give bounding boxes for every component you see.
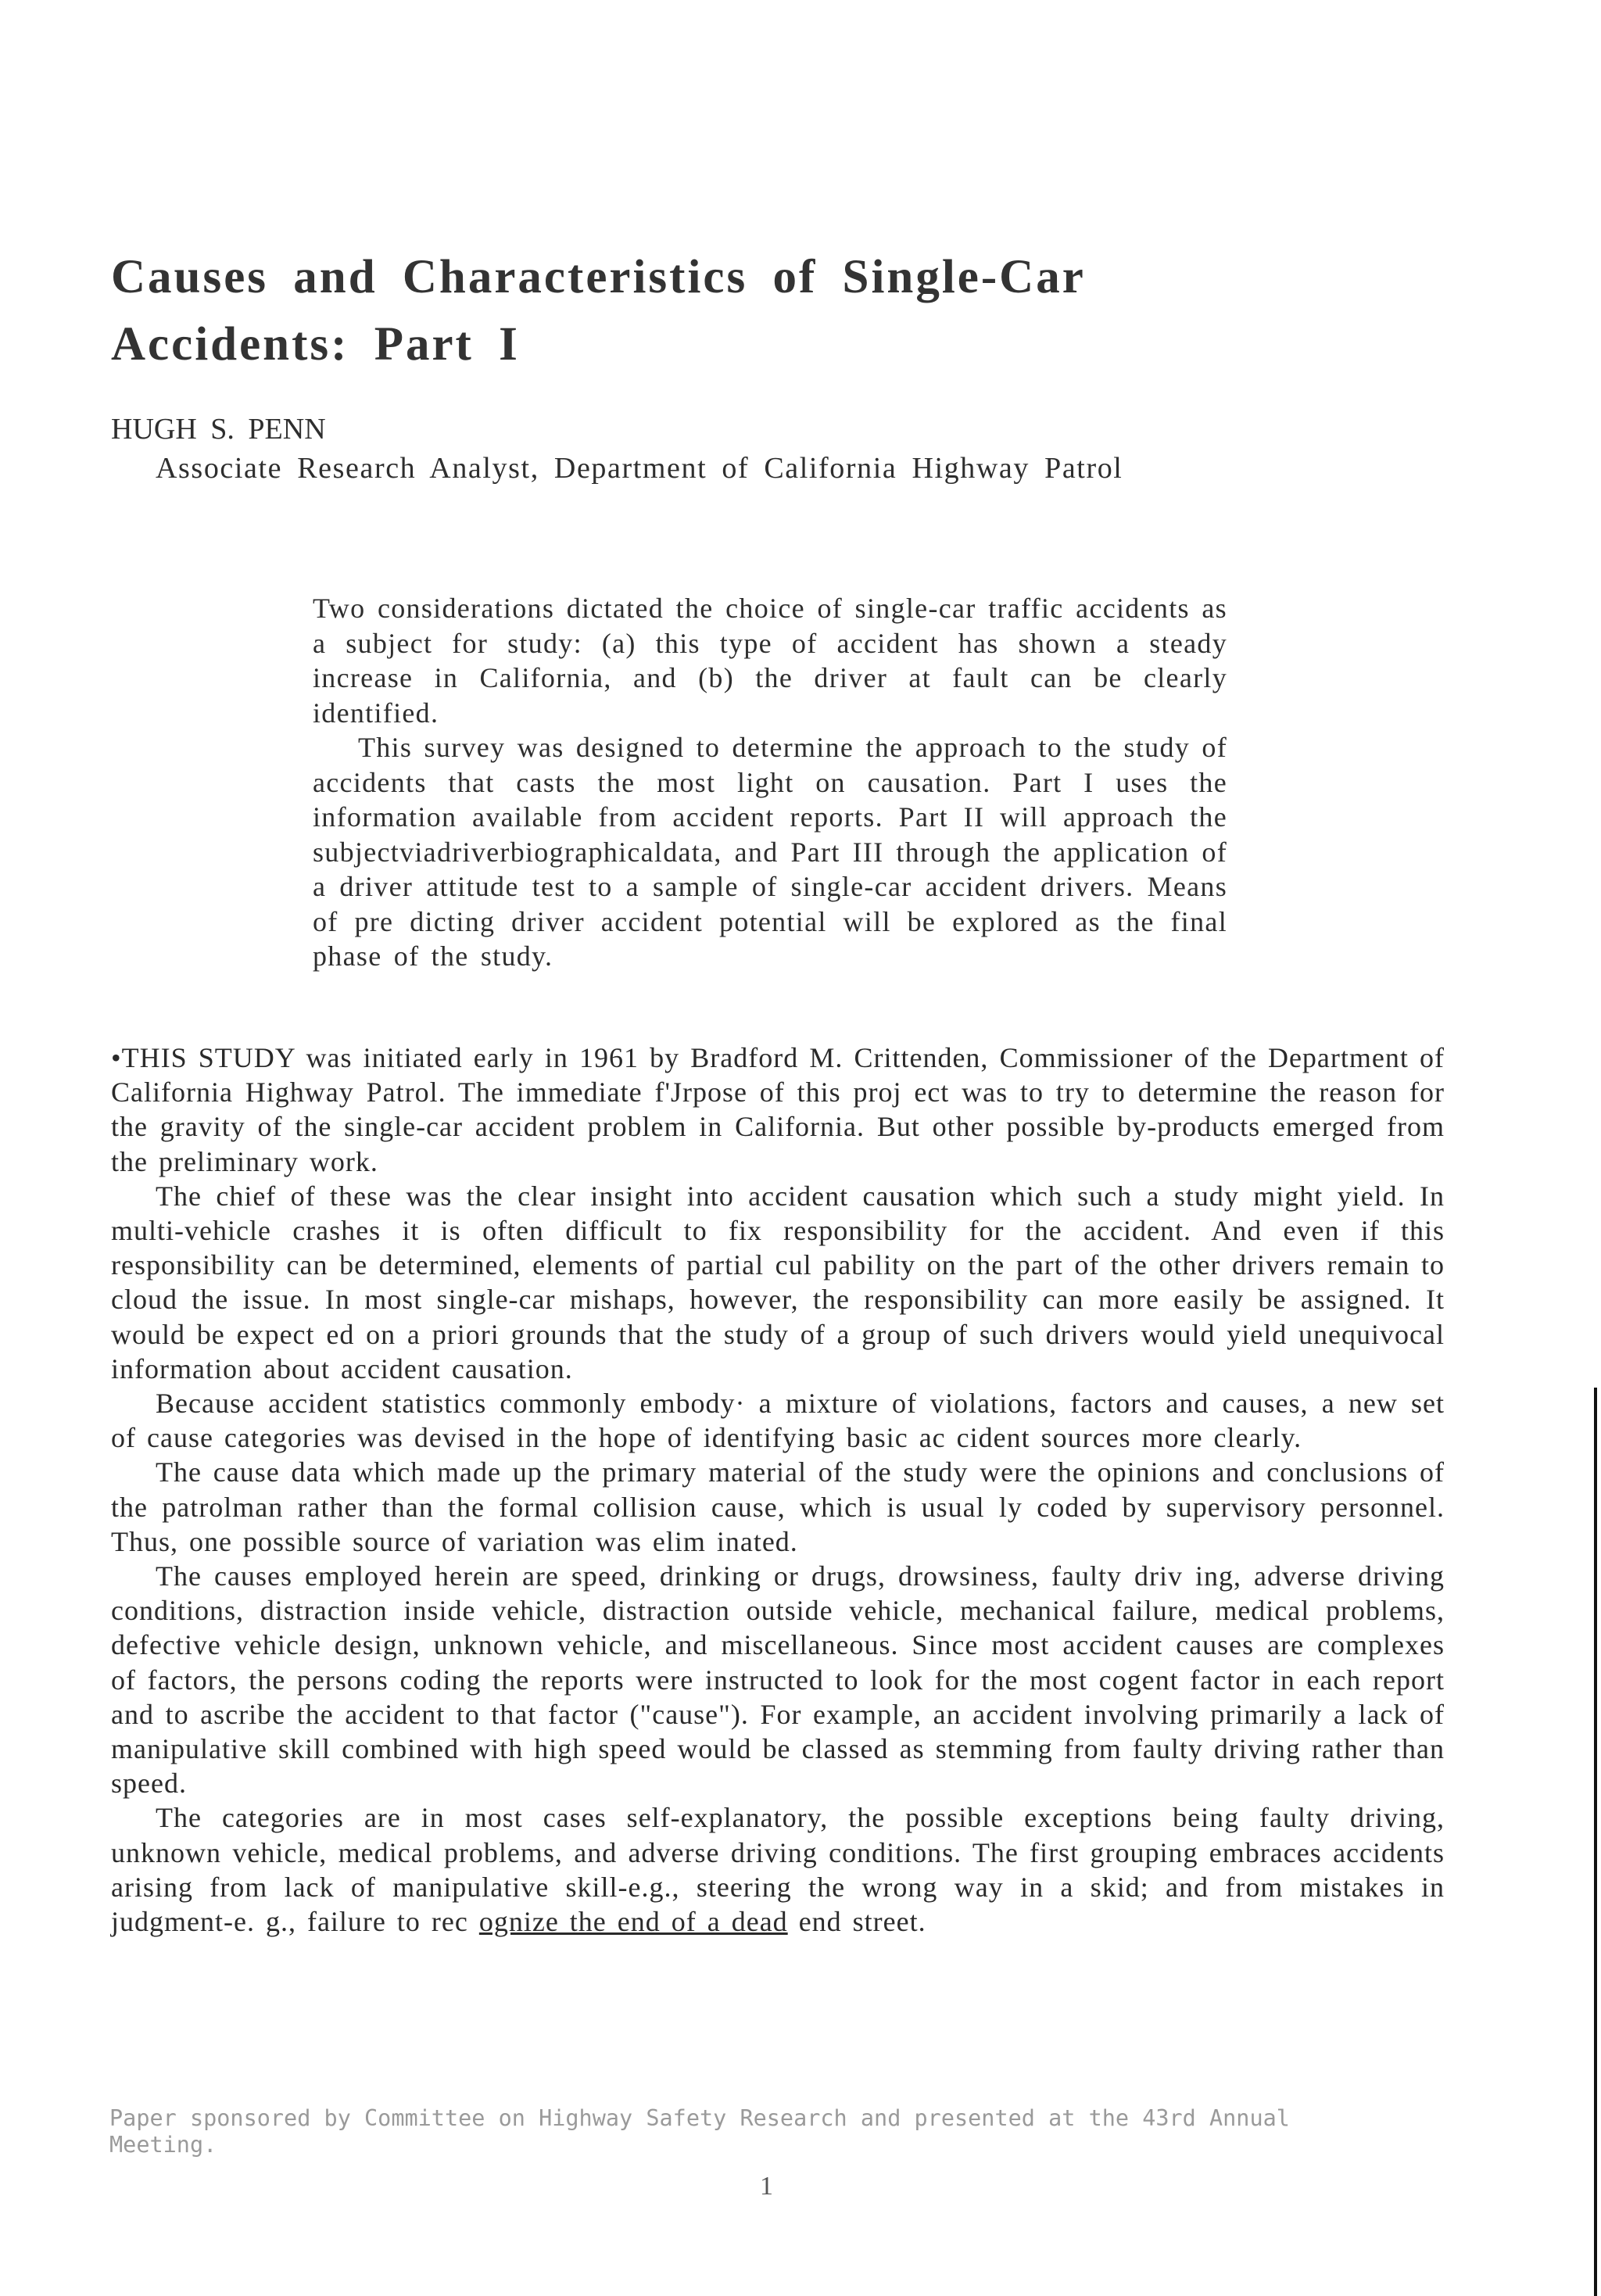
margin-rule [1594, 1388, 1597, 2296]
abstract [313, 591, 1227, 974]
paper-title-line-1: Causes and Characteristics of Single-Car [111, 251, 1086, 303]
body-paragraph-5: The causes employed herein are speed, drinking or drugs, drowsiness, faulty driv ing, adverse driving conditions, distraction inside vehicle, distraction outside vehicle, mechanical failure, medical problems, defective vehicle design, unknown vehicle, and miscellaneous. Since most accident causes are complexes of factors, the persons coding the reports were instructed to look for the most cogent factor in each report and to ascribe the accident to that factor ("cause"). For example, an accident involving primarily a lack of manipulative skill combined with high speed would be classed as stemming from faulty driving rather than speed. [111, 1560, 1445, 1800]
body-paragraph-6-text: The categories are in most cases self-explanatory, the possible exceptions being faulty driving, unknown vehicle, medical problems, and adverse driving conditions. The first grouping embraces accidents arising from lack of manipulative skill-e.g., steering the wrong way in a skid; and from mistakes in judgment-e. g., failure to rec [111, 1802, 1445, 1938]
body-paragraph-2: The chief of these was the clear insight into accident causation which such a study might yield. In multi-vehicle crashes it is often difficult to fix responsibility for the accident. And even if this responsibility can be determined, elements of partial cul pability on the part of the other drivers remain to cloud the issue. In most single-car mishaps, however, the responsibility can more easily be assigned. It would be expect ed on a priori grounds that the study of a group of such drivers would yield unequivocal information about accident causation. [111, 1180, 1445, 1384]
body-paragraph-6-tail: end street. [798, 1906, 926, 1938]
body-text [111, 1041, 1445, 1939]
abstract-paragraph-2: This survey was designed to determine the approach to the study of accidents that casts the most light on causation. Part I uses the information available from accident reports. Part II will approach the subjectviadriverbiographicaldata, and Part III through the application of a driver attitude test to a sample of single-car accident drivers. Means of pre dicting driver accident potential will be explored as the final phase of the study. [313, 732, 1227, 972]
body-paragraph-1: •THIS STUDY was initiated early in 1961 by Bradford M. Crittenden, Commissioner of the Department of California Highway Patrol. The immediate f'Jrpose of this proj ect was to try to determine the reason for the gravity of the single-car accident problem in California. But other possible by-products emerged from the preliminary work. [111, 1042, 1445, 1177]
body-paragraph-4: The cause data which made up the primary material of the study were the opinions and conclusions of the patrolman rather than the formal collision cause, which is usual ly coded by supervisory personnel. Thus, one possible source of variation was elim inated. [111, 1456, 1445, 1557]
author-affiliation: Associate Research Analyst, Department of California Highway Patrol [156, 452, 1123, 485]
body-paragraph-6 [111, 1800, 1445, 1939]
abstract-paragraph-1: Two considerations dictated the choice of single-car traffic accidents as a subject for study: (a) this type of accident has shown a steady increase in California, and (b) the driver at fault can be clearly identified. [313, 593, 1227, 729]
footnote: Paper sponsored by Committee on Highway Safety Research and presented at the 43rd Annual Meeting. [109, 2105, 1290, 2158]
author-name: HUGH S. PENN [111, 413, 326, 446]
paper-title-line-2: Accidents: Part I [111, 318, 520, 371]
page-number: 1 [760, 2172, 773, 2201]
underlined-text: ognize the end of a dead [478, 1906, 788, 1938]
body-paragraph-3: Because accident statistics commonly embody· a mixture of violations, factors and causes, a new set of cause categories was devised in the hope of identifying basic ac cident sources more clearly. [111, 1388, 1445, 1454]
paper-title [111, 244, 1362, 378]
